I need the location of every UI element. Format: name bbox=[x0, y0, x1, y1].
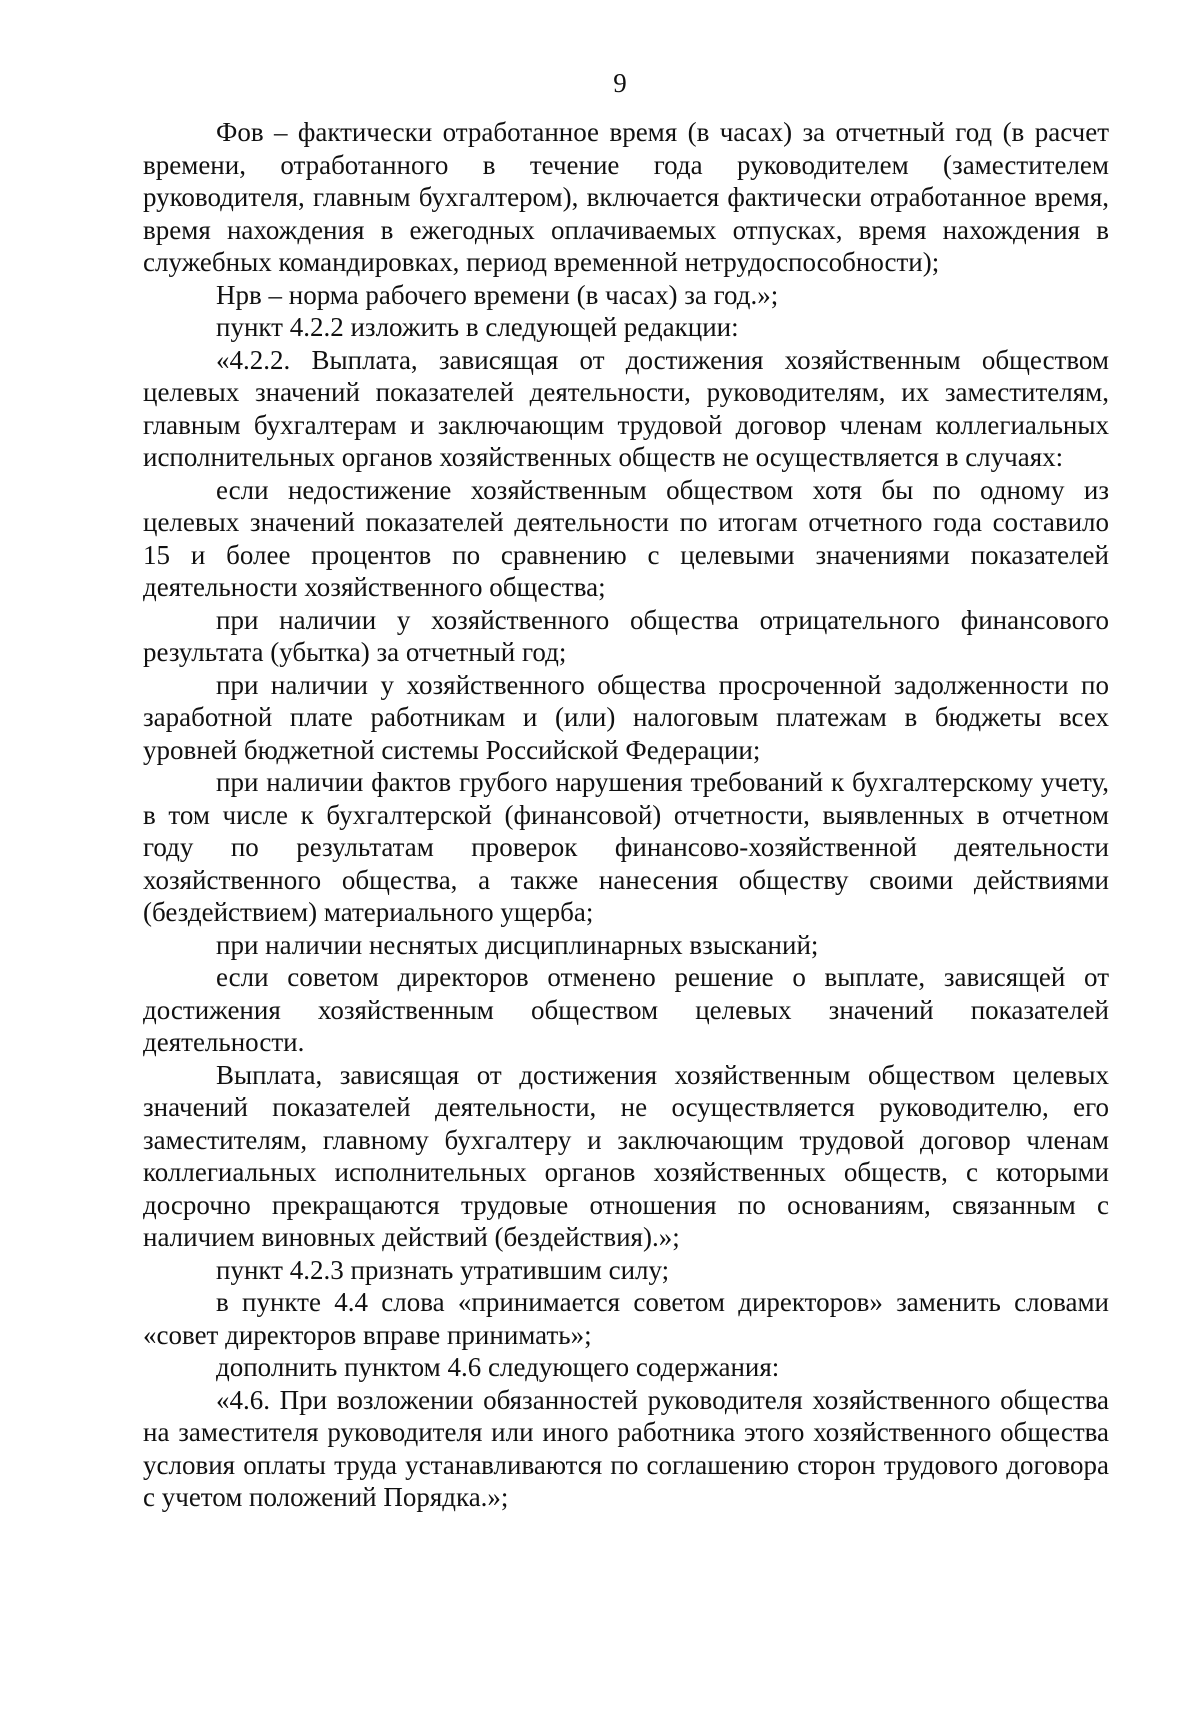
page-number: 9 bbox=[613, 68, 627, 98]
paragraph-fov-definition: Фов – фактически отработанное время (в часах) за отчетный год (в расчет времени, отработанного в течение года руководителем (заместителем руководителя, главным бухгалтером), включается фактически отработанное время, время нахождения в ежегодных оплачиваемых отпусках, время нахождения в служебных командировках, период временной нетрудоспособности); bbox=[143, 117, 1109, 277]
paragraph-item-4-2-2: «4.2.2. Выплата, зависящая от достижения хозяйственным обществом целевых значений показателей деятельности, руководителям, их заместителям, главным бухгалтерам и заключающим трудовой договор членам коллегиальных исполнительных органов хозяйственных обществ не осуществляется в случаях: bbox=[143, 344, 1109, 472]
paragraph-item-4-2-2-intro: пункт 4.2.2 изложить в следующей редакции: bbox=[216, 312, 739, 342]
paragraph-item-4-6-intro: дополнить пунктом 4.6 следующего содержания: bbox=[216, 1352, 780, 1382]
paragraph-item-4-4: в пункте 4.4 слова «принимается советом директоров» заменить словами «совет директоров вправе принимать»; bbox=[143, 1287, 1109, 1350]
paragraph-case-underachievement: если недостижение хозяйственным обществом хотя бы по одному из целевых значений показателей деятельности по итогам отчетного года составило 15 и более процентов по сравнению с целевыми значениями показателей деятельности хозяйственного общества; bbox=[143, 474, 1109, 602]
paragraph-case-loss: при наличии у хозяйственного общества отрицательного финансового результата (убытка) за отчетный год; bbox=[143, 604, 1109, 667]
paragraph-item-4-6: «4.6. При возложении обязанностей руководителя хозяйственного общества на заместителя руководителя или иного работника этого хозяйственного общества условия оплаты труда устанавливаются по соглашению сторон трудового договора с учетом положений Порядка.»; bbox=[143, 1384, 1109, 1512]
paragraph-case-overdue-debt: при наличии у хозяйственного общества просроченной задолженности по заработной плате работникам и (или) налоговым платежам в бюджеты всех уровней бюджетной системы Российской Федерации; bbox=[143, 669, 1109, 765]
paragraph-item-4-2-3: пункт 4.2.3 признать утратившим силу; bbox=[216, 1254, 670, 1285]
paragraph-case-disciplinary: при наличии неснятых дисциплинарных взысканий; bbox=[216, 929, 819, 960]
paragraph-case-board-cancel: если советом директоров отменено решение о выплате, зависящей от достижения хозяйственным обществом целевых значений показателей деятельности. bbox=[143, 962, 1109, 1057]
document-body bbox=[143, 116, 1109, 1514]
paragraph-case-accounting-violation: при наличии фактов грубого нарушения требований к бухгалтерскому учету, в том числе к бухгалтерской (финансовой) отчетности, выявленных в отчетном году по результатам проверок финансово-хозяйственной деятельности хозяйственного общества, а также нанесения обществу своими действиями (бездействием) материального ущерба; bbox=[143, 767, 1109, 927]
paragraph-nrv-definition: Нрв – норма рабочего времени (в часах) за год.»; bbox=[216, 279, 779, 310]
paragraph-payment-not-made: Выплата, зависящая от достижения хозяйственным обществом целевых значений показателей деятельности, не осуществляется руководителю, его заместителям, главному бухгалтеру и заключающим трудовой договор членам коллегиальных исполнительных органов хозяйственных обществ, с которыми досрочно прекращаются трудовые отношения по основаниям, связанным с наличием виновных действий (бездействия).»; bbox=[143, 1059, 1109, 1252]
